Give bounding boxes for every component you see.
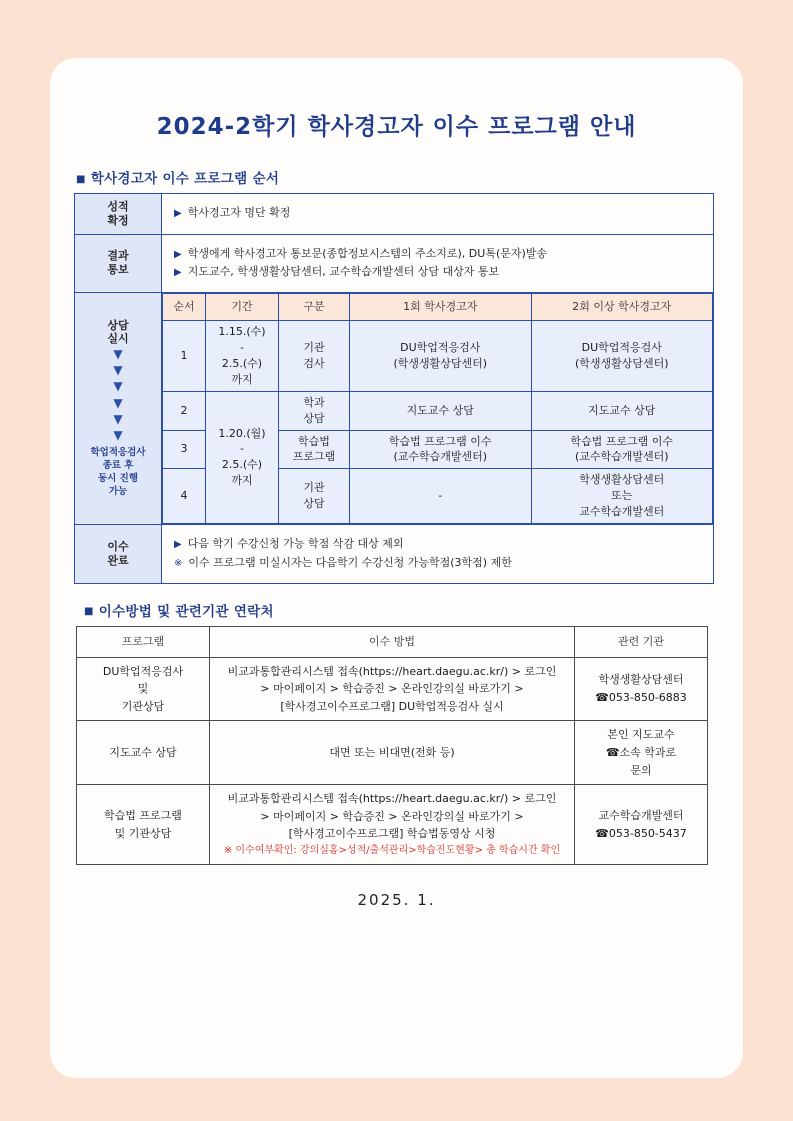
contact-th-method: 이수 방법 — [210, 626, 575, 657]
contact-method-line: 비교과통합관리시스템 접속(https://heart.daegu.ac.kr/) > 로그인 — [227, 664, 557, 678]
footer-date: 2025. 1. — [357, 890, 436, 909]
flow-row-stage3 — [75, 292, 714, 524]
stage-cell-counseling — [75, 292, 162, 524]
heart-system-link[interactable]: https://heart.daegu.ac.kr/ — [362, 664, 504, 678]
document-content — [74, 90, 719, 909]
detail-cell-first: DU학업적응검사 (학생생활상담센터) — [350, 320, 532, 391]
program-order-table — [74, 193, 714, 584]
detail-th-second: 2회 이상 학사경고자 — [531, 293, 713, 320]
stage2-body-text-1: 학생에게 학사경고자 통보문(종합정보시스템의 주소지로), DU톡(문자)발송 — [187, 246, 548, 260]
stage-cell-grade-confirm — [75, 194, 162, 235]
stage2-body-cell — [162, 234, 714, 292]
section-heading-program-order — [76, 167, 719, 187]
detail-cell-category: 기관 상담 — [279, 469, 350, 524]
stage4-body-text-1: 다음 학기 수강신청 가능 학점 삭감 대상 제외 — [187, 537, 404, 551]
detail-cell-first: - — [350, 469, 532, 524]
stage1-body-text: 학사경고자 명단 확정 — [187, 206, 291, 220]
stage2-body-line-1 — [174, 245, 701, 264]
square-bullet-icon: ■ — [76, 173, 86, 185]
contact-cell-method — [210, 657, 575, 721]
detail-cell-no: 1 — [163, 320, 206, 391]
detail-table-cell — [162, 292, 714, 524]
flow-row-stage4 — [75, 525, 714, 583]
contact-method-line: [학사경고이수프로그램] DU학업적응검사 실시 — [280, 699, 504, 713]
stage3-label: 상담 실시 — [107, 318, 129, 346]
flow-row-stage1 — [75, 194, 714, 235]
section1-heading-label: 학사경고자 이수 프로그램 순서 — [90, 171, 280, 187]
triangle-bullet-icon: ▶ — [174, 248, 182, 260]
detail-header-row — [163, 293, 713, 320]
stage1-body-line — [174, 204, 701, 223]
contact-cell-org: 학생생활상담센터 ☎053-850-6883 — [575, 657, 708, 721]
contact-method-line: 대면 또는 비대면(전화 등) — [329, 745, 455, 759]
contact-cell-method — [210, 721, 575, 785]
contact-body — [77, 657, 708, 864]
detail-th-first: 1회 학사경고자 — [350, 293, 532, 320]
contact-cell-method — [210, 785, 575, 865]
detail-cell-period: 1.20.(월) - 2.5.(수) 까지 — [206, 391, 279, 524]
detail-cell-first: 지도교수 상담 — [350, 391, 532, 430]
stage4-body-cell — [162, 525, 714, 583]
contact-cell-org: 교수학습개발센터 ☎053-850-5437 — [575, 785, 708, 865]
contact-th-program: 프로그램 — [77, 626, 210, 657]
contact-cell-org: 본인 지도교수 ☎소속 학과로 문의 — [575, 721, 708, 785]
detail-cell-second: 지도교수 상담 — [531, 391, 713, 430]
triangle-bullet-icon: ▶ — [174, 267, 182, 279]
stage2-body-text-2: 지도교수, 학생생활상담센터, 교수학습개발센터 상담 대상자 통보 — [187, 265, 500, 279]
detail-cell-first: 학습법 프로그램 이수 (교수학습개발센터) — [350, 430, 532, 469]
table-row — [77, 657, 708, 721]
stage2-label: 결과 통보 — [107, 249, 129, 277]
stage4-body-line-2 — [174, 554, 701, 573]
contact-method-line: [학사경고이수프로그램] 학습법동영상 시청 — [288, 827, 496, 841]
section-heading-contacts — [84, 600, 719, 620]
stage4-label: 이수 완료 — [107, 540, 129, 567]
detail-cell-second: DU학업적응검사 (학생생활상담센터) — [531, 320, 713, 391]
stage4-body-line-1 — [174, 535, 701, 554]
contact-method-line: > 마이페이지 > 학습증진 > 온라인강의실 바로가기 > — [260, 682, 524, 696]
stage3-note-label: 학업적응검사 종료 후 동시 진행 가능 — [90, 447, 146, 497]
contact-cell-program: DU학업적응검사 및 기관상담 — [77, 657, 210, 721]
section2-heading-label: 이수방법 및 관련기관 연락처 — [98, 603, 274, 620]
detail-cell-no: 3 — [163, 430, 206, 469]
table-row — [77, 721, 708, 785]
stage1-label: 성적 확정 — [107, 200, 129, 227]
contact-cell-program: 지도교수 상담 — [77, 721, 210, 785]
triangle-bullet-icon: ▶ — [174, 208, 182, 220]
contact-method-note: ※ 이수여부확인: 강의실홈>성적/출석관리>학습진도현황> 총 학습시간 확인 — [223, 844, 561, 856]
page-title: 2024-2학기 학사경고자 이수 프로그램 안내 — [156, 114, 637, 140]
stage2-body-line-2 — [174, 263, 701, 282]
square-bullet-icon: ■ — [84, 606, 94, 618]
detail-th-no: 순서 — [163, 293, 206, 320]
table-row — [163, 391, 713, 430]
contact-th-org: 관련 기관 — [575, 626, 708, 657]
detail-cell-category: 학과 상담 — [279, 391, 350, 430]
detail-cell-second: 학생생활상담센터 또는 교수학습개발센터 — [531, 469, 713, 524]
detail-th-category: 구분 — [279, 293, 350, 320]
detail-cell-category: 기관 검사 — [279, 320, 350, 391]
stage4-body-text-2: 이수 프로그램 미실시자는 다음학기 수강신청 가능학점(3학점) 제한 — [188, 555, 512, 569]
stage-cell-result-notice — [75, 234, 162, 292]
contact-method-line: 비교과통합관리시스템 접속(https://heart.daegu.ac.kr/) > 로그인 — [227, 792, 557, 806]
triangle-bullet-icon: ▶ — [174, 539, 182, 551]
contact-cell-program: 학습법 프로그램 및 기관상담 — [77, 785, 210, 865]
detail-cell-no: 2 — [163, 391, 206, 430]
down-arrow-icons: ▼ ▼ ▼ ▼ ▼ ▼ — [113, 347, 123, 443]
contact-method-line: > 마이페이지 > 학습증진 > 온라인강의실 바로가기 > — [260, 809, 524, 823]
stage1-body-cell — [162, 194, 714, 235]
detail-th-period: 기간 — [206, 293, 279, 320]
stage-cell-completion — [75, 525, 162, 583]
detail-body — [163, 320, 713, 523]
detail-cell-no: 4 — [163, 469, 206, 524]
counseling-detail-table — [162, 293, 713, 524]
table-row — [163, 320, 713, 391]
detail-cell-category: 학습법 프로그램 — [279, 430, 350, 469]
contact-header-row — [77, 626, 708, 657]
asterisk-bullet-icon: ※ — [174, 557, 183, 569]
heart-system-link[interactable]: https://heart.daegu.ac.kr/ — [362, 792, 504, 806]
detail-cell-second: 학습법 프로그램 이수 (교수학습개발센터) — [531, 430, 713, 469]
contact-table — [76, 626, 708, 865]
flow-row-stage2 — [75, 234, 714, 292]
detail-cell-period: 1.15.(수) - 2.5.(수) 까지 — [206, 320, 279, 391]
table-row — [77, 785, 708, 865]
